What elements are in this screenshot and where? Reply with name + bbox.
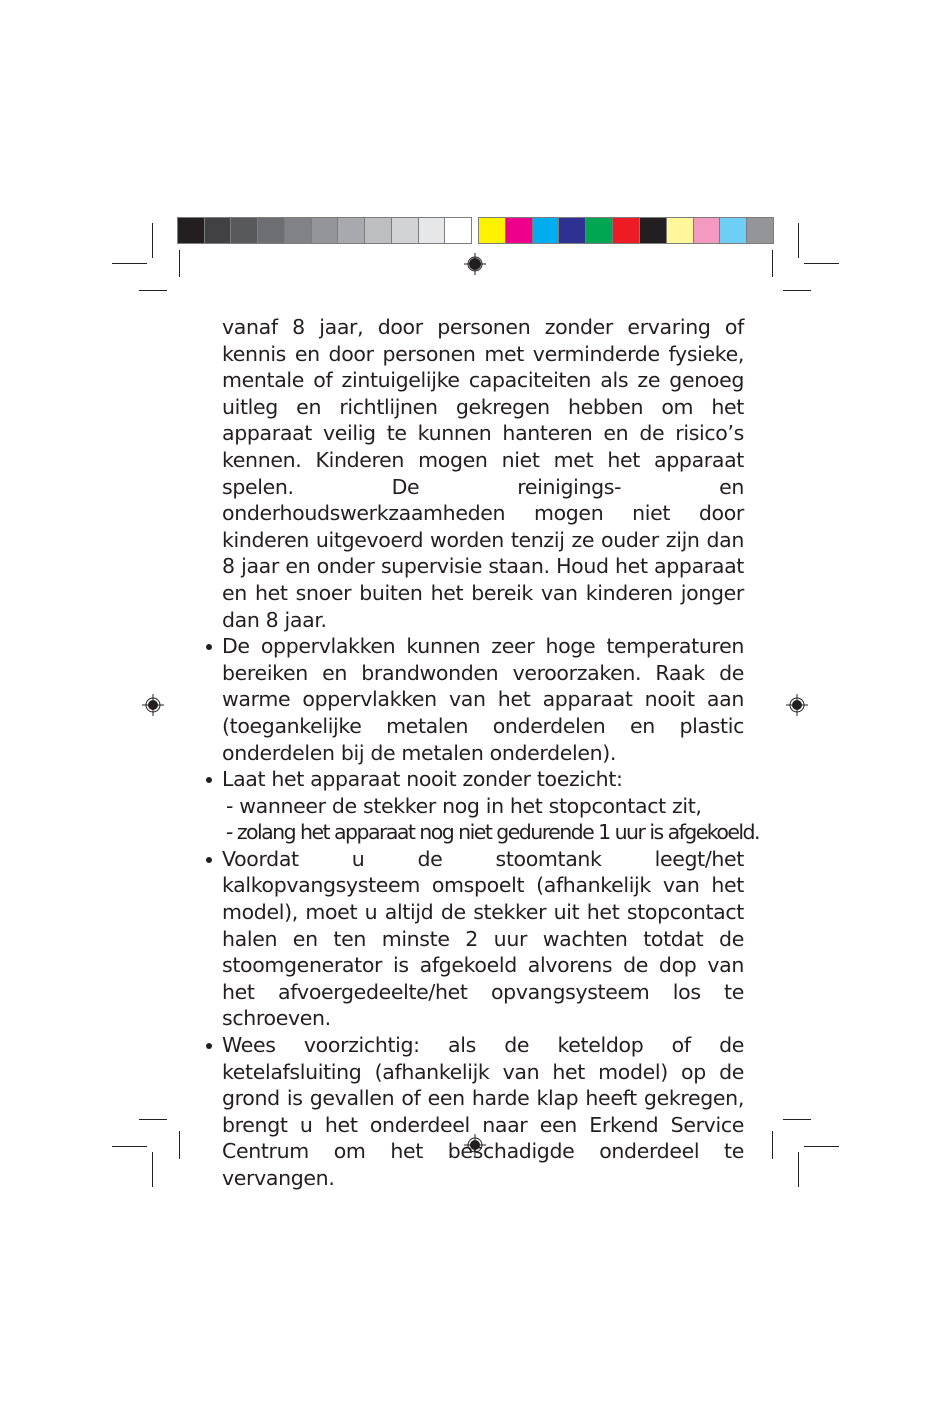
- crop-mark: [798, 1152, 799, 1187]
- color-swatch: [533, 218, 559, 243]
- color-swatch: [479, 218, 505, 243]
- color-swatch: [640, 218, 666, 243]
- bullet-item: [222, 1032, 744, 1192]
- color-swatch: [506, 218, 532, 243]
- document-body: [222, 314, 759, 1192]
- gray-swatch: [312, 218, 338, 243]
- color-swatch: [720, 218, 746, 243]
- bullet-item: [222, 766, 744, 793]
- registration-mark-icon: [464, 253, 486, 275]
- crop-mark: [179, 250, 180, 277]
- bullet-text: De oppervlakken kunnen zeer hoge temperaturen bereiken en brandwonden veroorzaken. Raak de warme oppervlakken van het apparaat nooit aan (toegankelijke metalen onderdelen en plastic onderdelen bij de metalen onderdelen).: [222, 634, 744, 765]
- crop-mark: [804, 263, 839, 264]
- gray-swatch: [365, 218, 391, 243]
- crop-mark: [798, 223, 799, 258]
- crop-mark: [772, 1131, 773, 1159]
- sub-item: - wanneer de stekker nog in het stopcontact zit,: [226, 793, 702, 818]
- crop-mark: [783, 1119, 811, 1120]
- bullet-text: Wees voorzichtig: als de keteldop of de ketelafsluiting (afhankelijk van het model) op de grond is gevallen of een harde klap heeft gekregen, brengt u het onderdeel naar een Erkend Service Centrum om het beschadigde onderdeel te vervangen.: [222, 1033, 744, 1190]
- registration-mark-icon: [142, 694, 164, 716]
- registration-mark-icon: [786, 694, 808, 716]
- bullet-item: [222, 633, 744, 766]
- crop-mark: [804, 1146, 839, 1147]
- bullet-text: Laat het apparaat nooit zonder toezicht:: [222, 767, 623, 792]
- crop-mark: [152, 1152, 153, 1187]
- color-swatch: [559, 218, 585, 243]
- color-swatch: [586, 218, 612, 243]
- color-swatch: [613, 218, 639, 243]
- intro-paragraph: vanaf 8 jaar, door personen zonder ervaring of kennis en door personen met verminderde fysieke, mentale of zintuigelijke capaciteiten als ze genoeg uitleg en richtlijnen gekregen hebben om het apparaat veilig te kunnen hanteren en de risico’s kennen. Kinderen mogen niet met het apparaat spelen. De reinigings- en onderhoudswerkzaamheden mogen niet door kinderen uitgevoerd worden tenzij ze ouder zijn dan 8 jaar en onder supervisie staan. Houd het apparaat en het snoer buiten het bereik van kinderen jonger dan 8 jaar.: [222, 315, 744, 632]
- gray-swatch: [178, 218, 204, 243]
- crop-mark: [139, 290, 167, 291]
- gray-swatch: [419, 218, 445, 243]
- gray-swatch: [392, 218, 418, 243]
- bullet-item: [222, 846, 744, 1032]
- bullet-text: Voordat u de stoomtank leegt/het kalkopvangsysteem omspoelt (afhankelijk van het model), moet u altijd de stekker uit het stopcontact halen en ten minste 2 uur wachten totdat de stoomgenerator is afgekoeld alvorens de dop van het afvoergedeelte/het opvangsysteem los te schroeven.: [222, 846, 744, 1031]
- gray-swatch: [338, 218, 364, 243]
- process-color-bar: [478, 217, 774, 244]
- sub-item: - zolang het apparaat nog niet gedurende 1 uur is afgekoeld.: [226, 820, 759, 845]
- color-swatch: [667, 218, 693, 243]
- crop-mark: [139, 1119, 167, 1120]
- gray-swatch: [445, 218, 471, 243]
- bullet-icon: [206, 857, 212, 863]
- color-swatch: [747, 218, 773, 243]
- crop-mark: [783, 290, 811, 291]
- bullet-icon: [206, 1043, 212, 1049]
- gray-swatch: [205, 218, 231, 243]
- color-swatch: [694, 218, 720, 243]
- crop-mark: [772, 250, 773, 277]
- bullet-icon: [206, 777, 212, 783]
- gray-swatch: [231, 218, 257, 243]
- bullet-icon: [206, 644, 212, 650]
- crop-mark: [179, 1131, 180, 1159]
- crop-mark: [152, 223, 153, 258]
- crop-mark: [112, 1146, 147, 1147]
- crop-mark: [112, 263, 147, 264]
- grayscale-color-bar: [177, 217, 472, 244]
- gray-swatch: [285, 218, 311, 243]
- gray-swatch: [258, 218, 284, 243]
